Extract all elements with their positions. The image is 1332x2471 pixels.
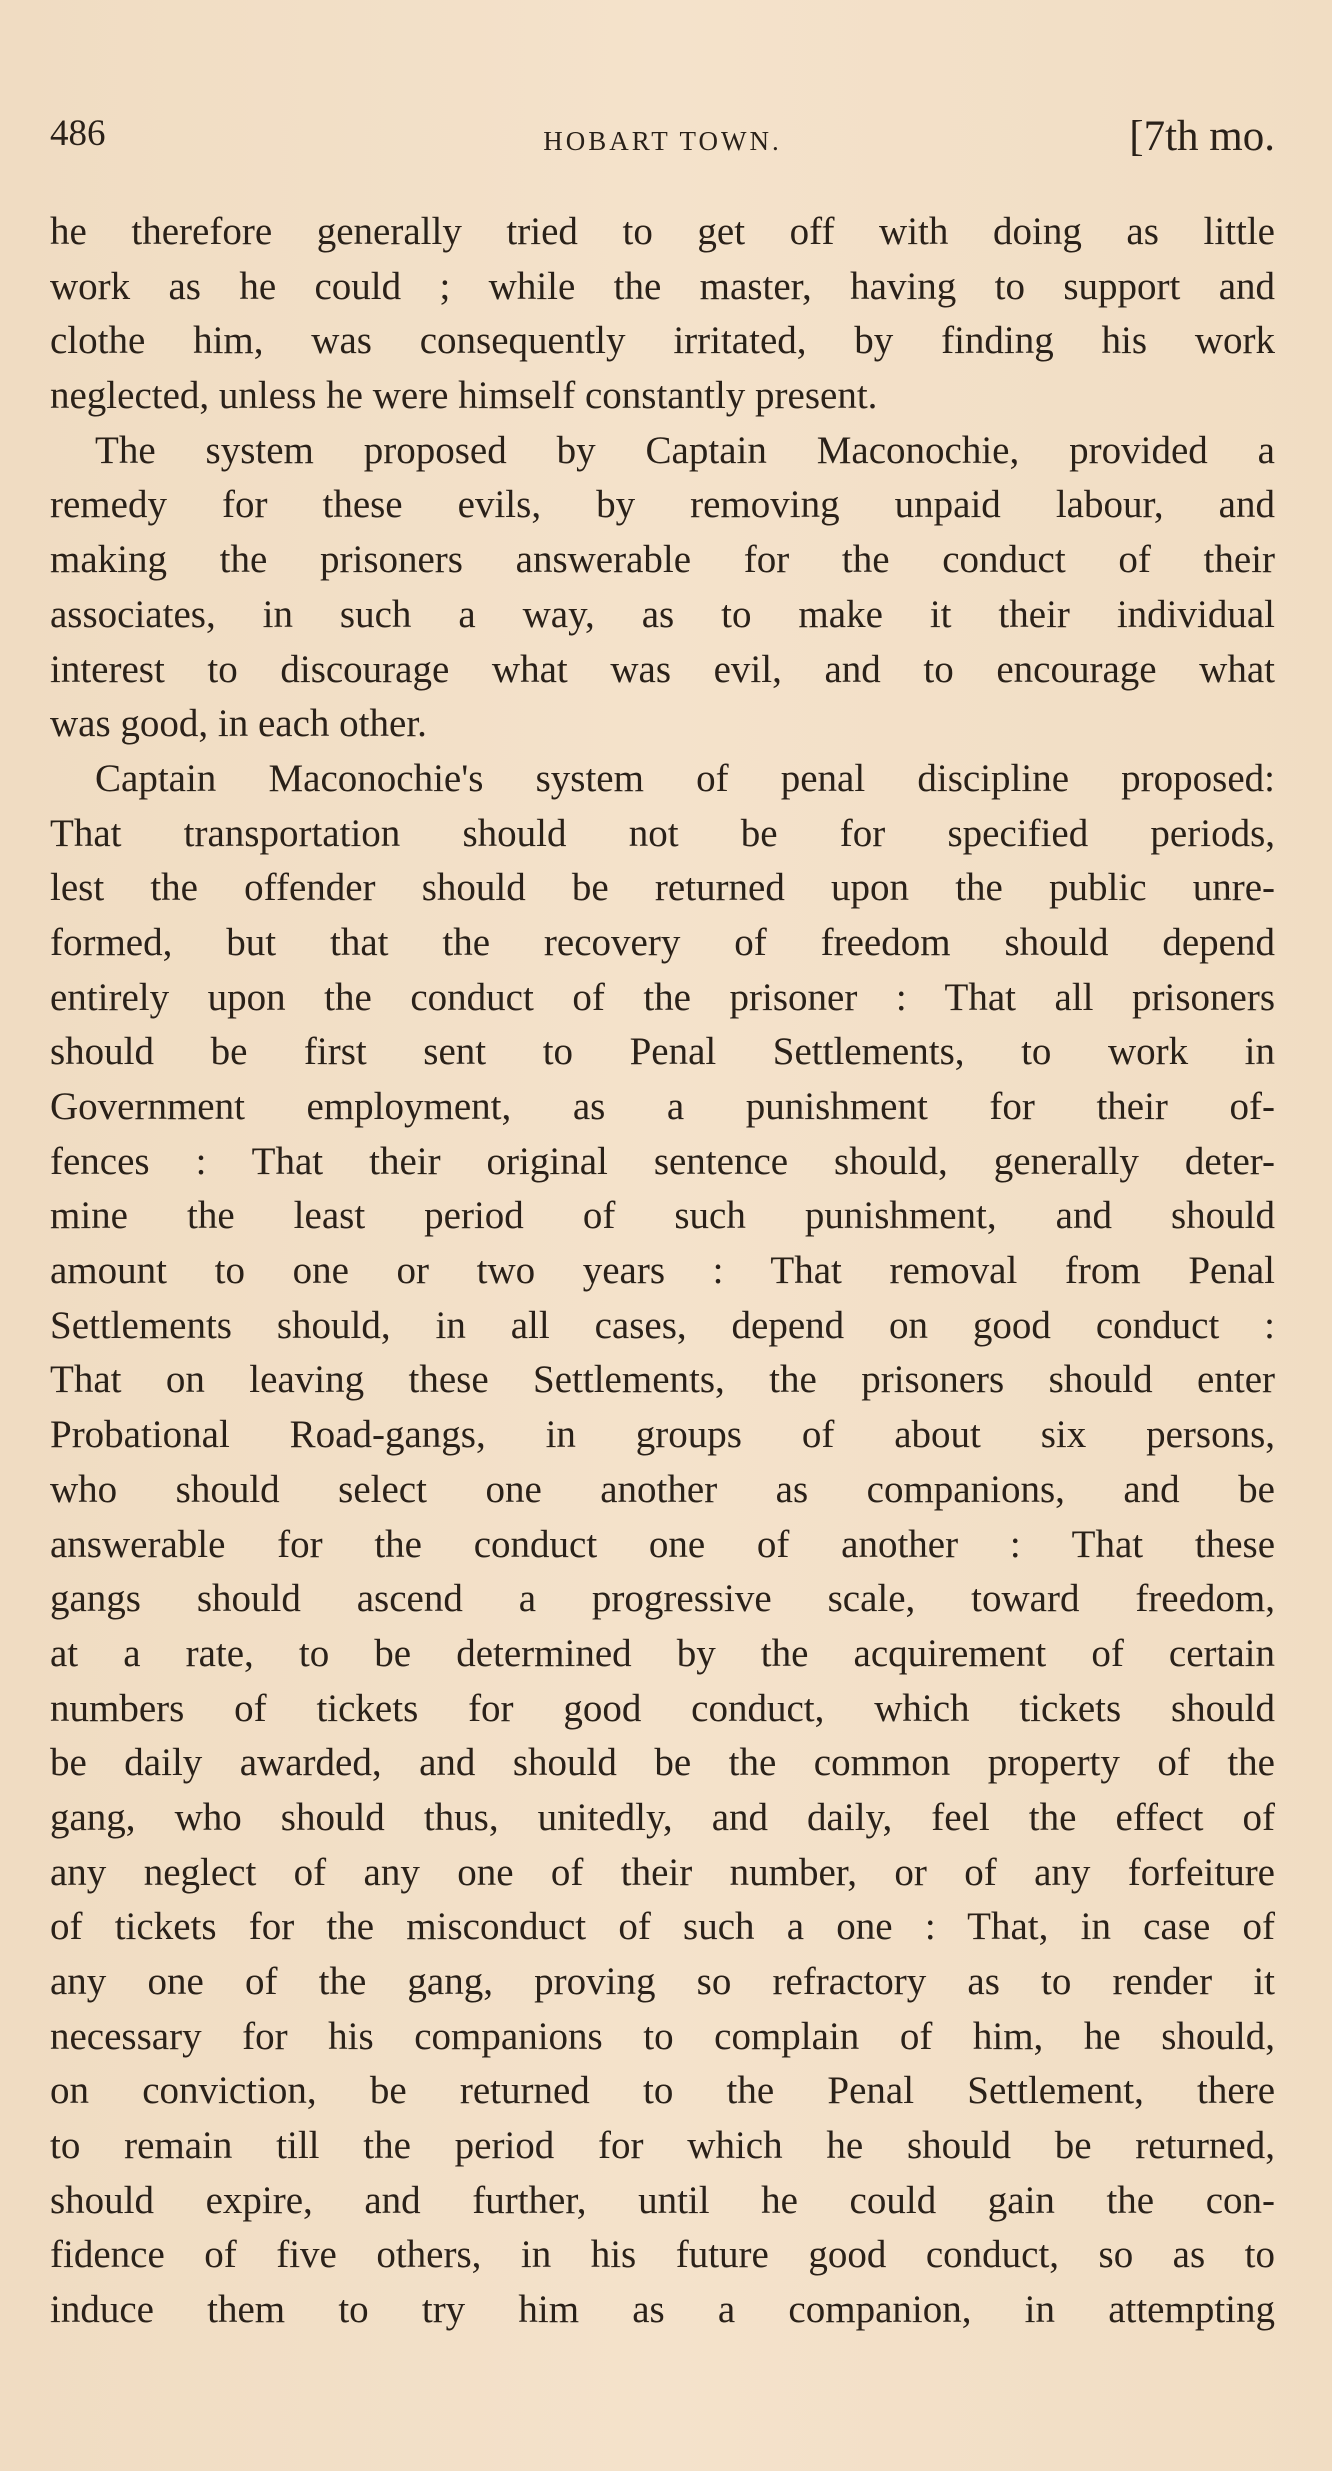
text-line: he therefore generally tried to get off with doing as little: [50, 210, 1275, 253]
page-number: 486: [50, 113, 106, 154]
text-line: Settlements should, in all cases, depend on good conduct :: [50, 1303, 1275, 1347]
text-line: any neglect of any one of their number, or of any forfeiture: [50, 1850, 1275, 1894]
text-line: lest the offender should be returned upon the public unre-: [50, 866, 1275, 910]
text-line: to remain till the period for which he should be returned,: [50, 2124, 1275, 2168]
text-line: at a rate, to be determined by the acquirement of certain: [50, 1631, 1275, 1675]
text-line: The system proposed by Captain Maconochie, provided a: [95, 428, 1275, 472]
text-line: be daily awarded, and should be the common property of the: [50, 1741, 1275, 1785]
body-text: [50, 205, 1275, 2338]
running-header: [50, 112, 1275, 172]
text-line: was good, in each other.: [50, 702, 427, 746]
text-line: remedy for these evils, by removing unpaid labour, and: [50, 483, 1275, 527]
text-line: Government employment, as a punishment for their of-: [50, 1085, 1275, 1128]
text-line: fences : That their original sentence should, generally deter-: [50, 1139, 1275, 1183]
text-line: induce them to try him as a companion, in attempting: [50, 2288, 1275, 2332]
text-line: formed, but that the recovery of freedom should depend: [50, 920, 1275, 964]
text-line: answerable for the conduct one of another : That these: [50, 1522, 1275, 1566]
text-line: interest to discourage what was evil, and to encourage what: [50, 647, 1275, 691]
text-line: neglected, unless he were himself constantly present.: [50, 374, 878, 418]
text-line: necessary for his companions to complain of him, he should,: [50, 2014, 1275, 2058]
text-line: That on leaving these Settlements, the prisoners should enter: [50, 1358, 1275, 1402]
date-marker: [7th mo.: [1129, 113, 1275, 160]
text-line: of tickets for the misconduct of such a one : That, in case of: [50, 1905, 1275, 1949]
text-line: associates, in such a way, as to make it their individual: [50, 592, 1275, 636]
text-line: entirely upon the conduct of the prisoner : That all prisoners: [50, 975, 1275, 1019]
text-line: That transportation should not be for specified periods,: [50, 811, 1275, 855]
text-line: numbers of tickets for good conduct, which tickets should: [50, 1686, 1275, 1730]
text-line: clothe him, was consequently irritated, by finding his work: [50, 319, 1275, 363]
text-line: fidence of five others, in his future good conduct, so as to: [50, 2233, 1275, 2277]
text-line: gang, who should thus, unitedly, and daily, feel the effect of: [50, 1795, 1275, 1839]
text-line: gangs should ascend a progressive scale, toward freedom,: [50, 1577, 1275, 1621]
text-line: who should select one another as companions, and be: [50, 1467, 1275, 1511]
text-line: mine the least period of such punishment, and should: [50, 1194, 1275, 1238]
text-line: Captain Maconochie's system of penal discipline proposed:: [95, 756, 1275, 800]
text-line: work as he could ; while the master, having to support and: [50, 264, 1275, 308]
text-line: making the prisoners answerable for the conduct of their: [50, 538, 1275, 582]
text-line: should expire, and further, until he could gain the con-: [50, 2178, 1275, 2222]
text-line: Probational Road-gangs, in groups of about six persons,: [50, 1413, 1275, 1457]
text-line: any one of the gang, proving so refractory as to render it: [50, 1960, 1275, 2003]
text-line: should be first sent to Penal Settlements, to work in: [50, 1030, 1275, 1074]
text-line: on conviction, be returned to the Penal Settlement, there: [50, 2069, 1275, 2113]
text-line: amount to one or two years : That removal from Penal: [50, 1249, 1275, 1293]
running-title: HOBART TOWN.: [543, 126, 782, 156]
